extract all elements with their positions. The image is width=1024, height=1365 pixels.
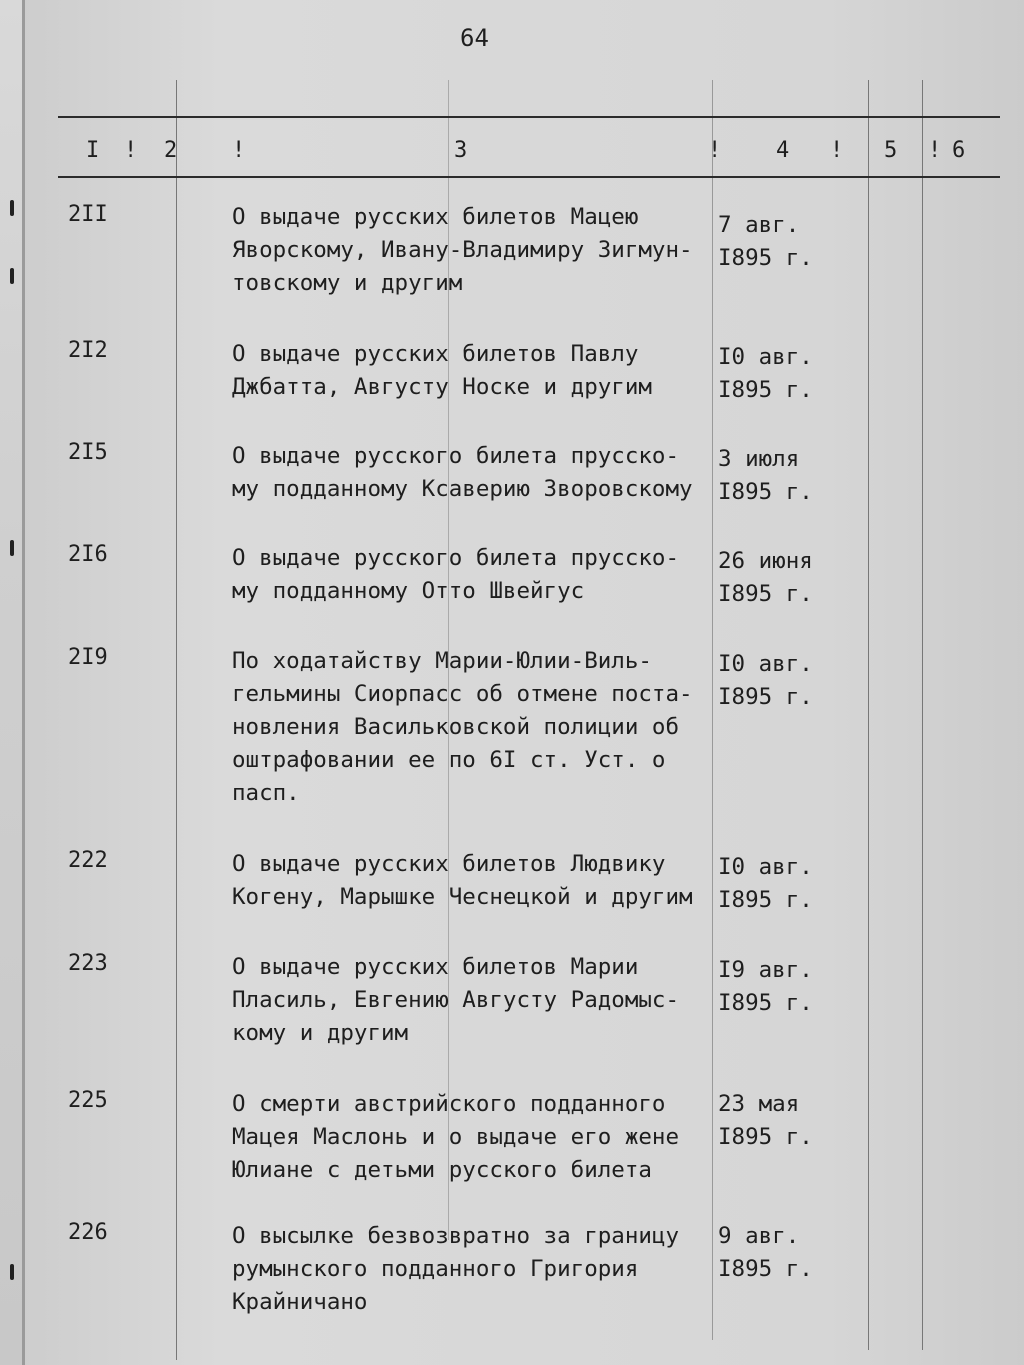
header-bottom-rule — [58, 176, 1000, 178]
entry-number: 226 — [68, 1220, 108, 1245]
entry-date: I0 авг. I895 г. — [718, 651, 813, 710]
header-separator: ! — [830, 138, 844, 163]
entry-date: 9 авг. I895 г. — [718, 1223, 813, 1282]
page-number: 64 — [460, 24, 489, 52]
entry-number: 2I6 — [68, 542, 108, 567]
margin-mark — [10, 1264, 14, 1280]
entry-number: 2I9 — [68, 645, 108, 670]
entry-description: По ходатайству Марии-Юлии-Виль- гельмины Сиорпасс об отмене поста- новления Васильковской полиции об оштрафовании ее по 6I ст. Уст. о пасп. — [232, 648, 693, 806]
entry-number: 225 — [68, 1088, 108, 1113]
entry-description: О выдаче русских билетов Павлу Джбатта, Августу Носке и другим — [232, 341, 652, 400]
entry-date: 3 июля I895 г. — [718, 446, 813, 505]
header-col-3: 3 — [454, 138, 468, 163]
header-separator: ! — [232, 138, 246, 163]
header-col-6: 6 — [952, 138, 966, 163]
entry-number: 2II — [68, 202, 108, 227]
column-divider — [922, 80, 923, 1350]
header-col-2: 2 — [164, 138, 178, 163]
entry-description: О выдаче русских билетов Мацею Яворскому, Ивану-Владимиру Зигмун- товскому и другим — [232, 204, 693, 296]
header-col-1: I — [86, 138, 100, 163]
entry-number: 222 — [68, 848, 108, 873]
header-separator: ! — [124, 138, 138, 163]
entry-description: О выдаче русских билетов Марии Пласиль, Евгению Августу Радомыс- кому и другим — [232, 954, 680, 1046]
entry-date: 26 июня I895 г. — [718, 548, 813, 607]
header-top-rule — [58, 116, 1000, 118]
header-separator: ! — [708, 138, 722, 163]
column-divider — [712, 80, 713, 1340]
entry-description: О высылке безвозвратно за границу румынского подданного Григория Крайничано — [232, 1223, 680, 1315]
header-col-5: 5 — [884, 138, 898, 163]
entry-description: О выдаче русских билетов Людвику Когену, Марышке Чеснецкой и другим — [232, 851, 693, 910]
margin-mark — [10, 540, 14, 556]
entry-description: О выдаче русского билета прусско- му подданному Отто Швейгус — [232, 545, 680, 604]
header-col-4: 4 — [776, 138, 790, 163]
entry-number: 223 — [68, 951, 108, 976]
column-divider — [868, 80, 869, 1350]
entry-number: 2I5 — [68, 440, 108, 465]
entry-description: О выдаче русского билета прусско- му подданному Ксаверию Зворовскому — [232, 443, 693, 502]
page-edge — [22, 0, 25, 1365]
entry-date: I9 авг. I895 г. — [718, 957, 813, 1016]
entry-date: I0 авг. I895 г. — [718, 854, 813, 913]
margin-mark — [10, 268, 14, 284]
margin-mark — [10, 200, 14, 216]
entry-number: 2I2 — [68, 338, 108, 363]
entry-date: I0 авг. I895 г. — [718, 344, 813, 403]
entry-date: 7 авг. I895 г. — [718, 212, 813, 271]
header-separator: ! — [928, 138, 942, 163]
entry-description: О смерти австрийского подданного Мацея Маслонь и о выдаче его жене Юлиане с детьми русского билета — [232, 1091, 680, 1183]
entry-date: 23 мая I895 г. — [718, 1091, 813, 1150]
column-divider — [176, 80, 177, 1360]
